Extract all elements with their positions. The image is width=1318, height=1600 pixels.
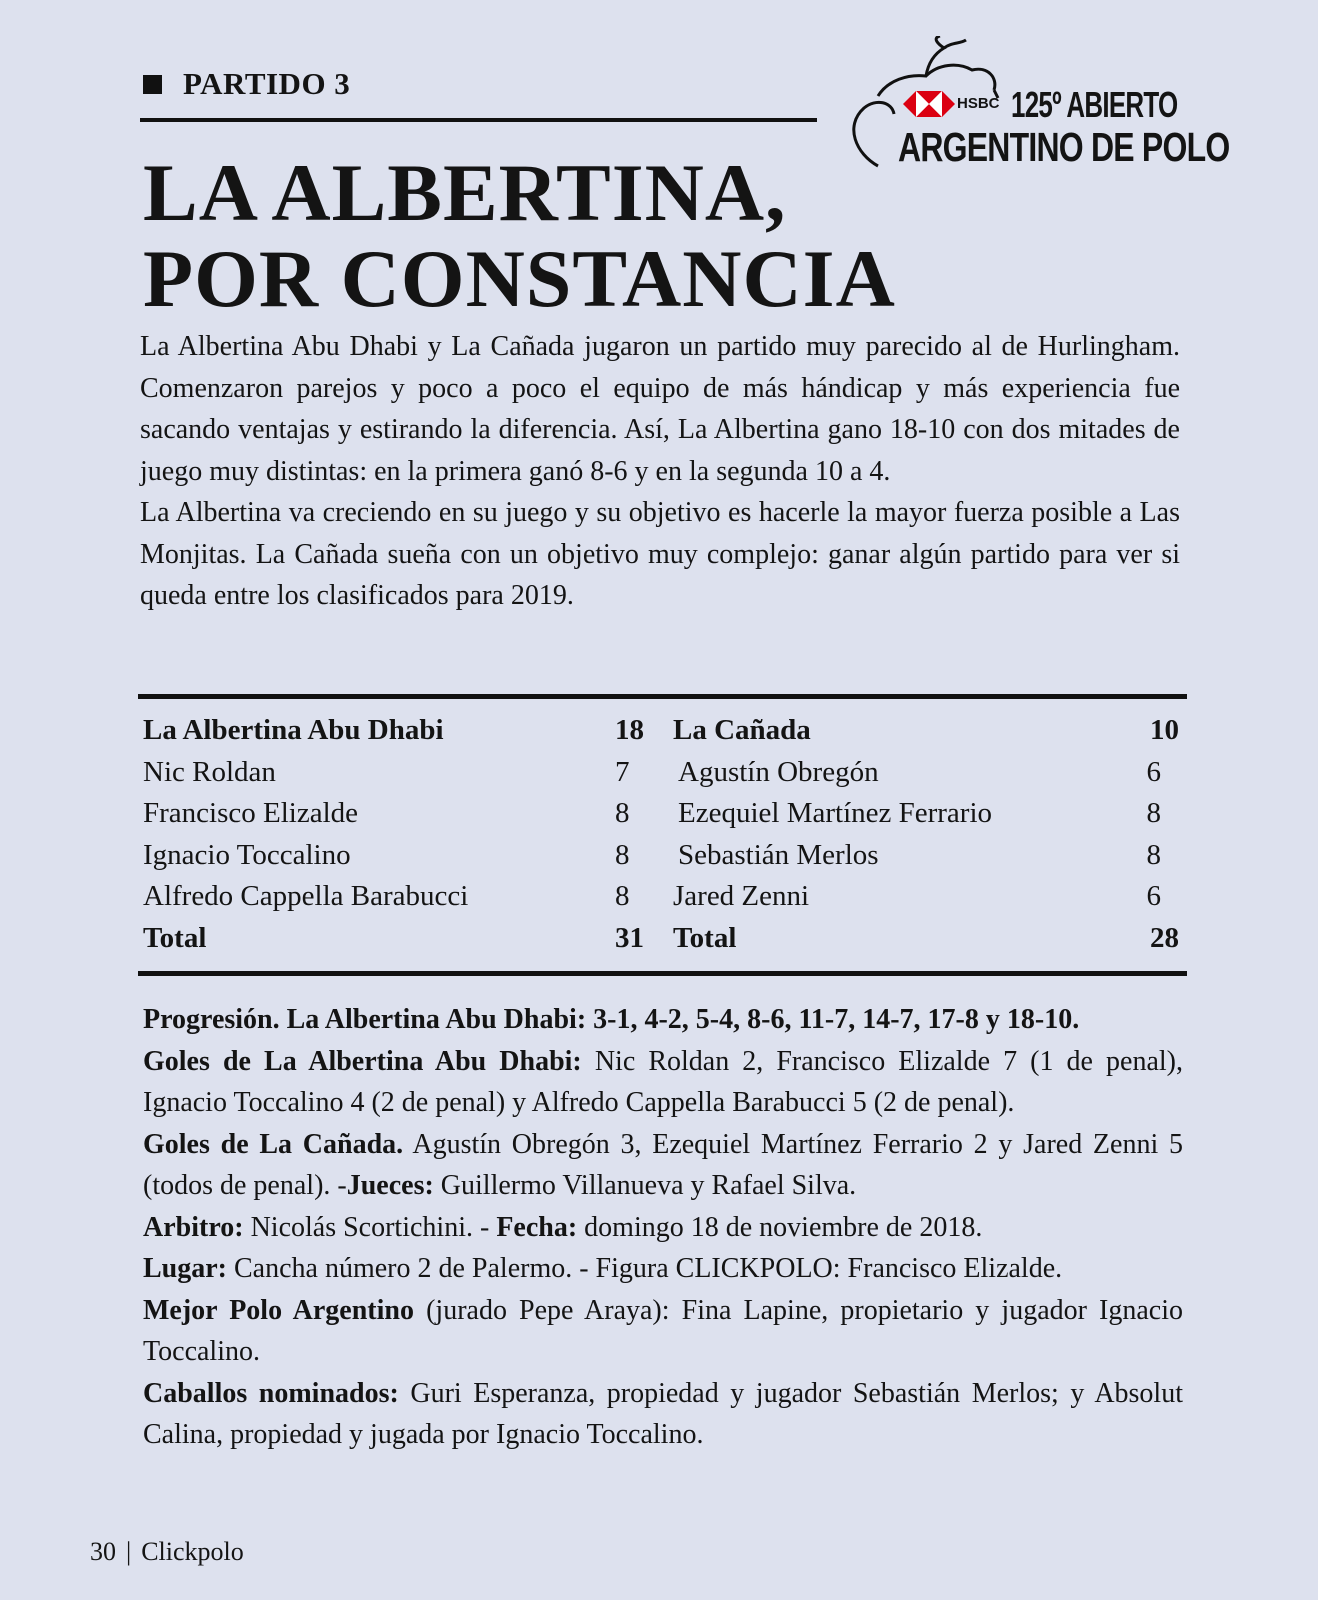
player-name: Nic Roldan: [143, 755, 276, 788]
section-label: [143, 66, 350, 102]
logo-line-2: ARGENTINO DE POLO: [898, 124, 1230, 170]
intro-paragraph-1: La Albertina Abu Dhabi y La Cañada jugaron un partido muy parecido al de Hurlingham. Comenzaron parejos y poco a poco el equipo de más hándicap y más experiencia fue sacando ventajas y estirando la diferencia. Así, La Albertina gano 18-10 con dos mitades de juego muy distintas: en la primera ganó 8-6 y en la segunda 10 a 4.: [140, 331, 1180, 487]
footer-separator: |: [126, 1537, 132, 1566]
table-bottom-divider: [138, 971, 1187, 976]
goles-right: [143, 1124, 1183, 1207]
top-divider: [140, 118, 817, 122]
mejor-label: Mejor Polo Argentino: [143, 1294, 414, 1326]
total-label: Total: [673, 921, 737, 954]
team-right-name: La Cañada: [673, 714, 811, 746]
total-value: 28: [1150, 921, 1179, 954]
total-value: 31: [615, 921, 644, 954]
caballos: [143, 1373, 1183, 1456]
team-right-score: 10: [1150, 714, 1179, 746]
player-handicap: 7: [615, 755, 630, 788]
player-name: Alfredo Cappella Barabucci: [143, 880, 469, 912]
fecha-text: domingo 18 de noviembre de 2018.: [577, 1211, 983, 1243]
jueces-text: Guillermo Villanueva y Rafael Silva.: [433, 1170, 857, 1201]
goles-left-label: Goles de La Albertina Abu Dhabi:: [143, 1045, 582, 1077]
page-number: 30: [90, 1537, 116, 1566]
caballos-text: Guri Esperanza, propiedad y jugador Sebastián Merlos; y Absolut Calina, propiedad y jugada por Ignacio Toccalino.: [143, 1377, 1183, 1450]
team-left-header: [143, 710, 643, 752]
progresion-label: Progresión. La Albertina Abu Dhabi:: [143, 1004, 587, 1035]
player-handicap: 8: [1146, 797, 1161, 829]
page-footer: [90, 1537, 244, 1567]
team-right: [673, 710, 1179, 959]
intro-paragraph-2: La Albertina va creciendo en su juego y su objetivo es hacerle la mayor fuerza posible a Las Monjitas. La Cañada sueña con un objetivo muy complejo: ganar algún partido para ver si queda entre los clasificados para 2019.: [140, 497, 1180, 611]
caballos-label: Caballos nominados:: [143, 1377, 399, 1409]
team-left-total: [143, 918, 643, 960]
player-name: Francisco Elizalde: [143, 797, 358, 829]
mejor-polo: [143, 1290, 1183, 1373]
hsbc-logo-icon: [903, 91, 955, 117]
sponsor-name: HSBC: [957, 95, 1000, 112]
mejor-text: (jurado Pepe Araya): Fina Lapine, propietario y jugador Ignacio Toccalino.: [143, 1294, 1184, 1367]
player-name: Ignacio Toccalino: [143, 838, 351, 871]
player-row: [673, 752, 1179, 794]
player-handicap: 6: [1146, 880, 1161, 912]
player-handicap: 6: [1146, 755, 1161, 788]
total-label: Total: [143, 921, 207, 954]
publication-name: Clickpolo: [141, 1537, 244, 1566]
lugar: [143, 1248, 1183, 1290]
headline-line-2: POR CONSTANCIA: [143, 233, 896, 324]
headline: [143, 147, 1183, 324]
player-row: [673, 793, 1179, 835]
player-row: [673, 835, 1179, 877]
player-name: Ezequiel Martínez Ferrario: [678, 797, 993, 829]
arbitro-text: Nicolás Scortichini. -: [243, 1211, 490, 1243]
player-row: [143, 835, 643, 877]
player-name: Sebastián Merlos: [678, 838, 879, 871]
progresion: [143, 999, 1183, 1041]
match-details: [143, 999, 1183, 1456]
section-square-icon: [143, 75, 162, 94]
player-handicap: 8: [1146, 838, 1161, 871]
team-left-score: 18: [615, 714, 644, 746]
lugar-text: Cancha número 2 de Palermo. - Figura CLICKPOLO: Francisco Elizalde.: [227, 1253, 1063, 1284]
goles-right-label: Goles de La Cañada.: [143, 1128, 404, 1160]
table-top-divider: [138, 694, 1187, 699]
team-left: [143, 710, 643, 959]
player-name: Jared Zenni: [673, 880, 810, 912]
player-handicap: 8: [615, 838, 630, 871]
player-handicap: 8: [615, 797, 630, 829]
headline-line-1: LA ALBERTINA,: [143, 147, 787, 238]
player-handicap: 8: [615, 880, 630, 912]
arbitro-fecha: [143, 1207, 1183, 1249]
player-row: [143, 752, 643, 794]
goles-left-text: Nic Roldan 2, Francisco Elizalde 7 (1 de penal), Ignacio Toccalino 4 (2 de penal) y Alfredo Cappella Barabucci 5 (2 de penal).: [143, 1045, 1183, 1118]
player-row: [143, 793, 643, 835]
logo-line-1: 125º ABIERTO: [1011, 84, 1178, 125]
arbitro-label: Arbitro:: [143, 1211, 244, 1243]
intro-text: [140, 326, 1180, 617]
team-left-name: La Albertina Abu Dhabi: [143, 714, 444, 746]
player-row: [673, 876, 1179, 918]
goles-right-text: Agustín Obregón 3, Ezequiel Martínez Ferrario 2 y Jared Zenni 5 (todos de penal). -: [143, 1128, 1183, 1201]
team-right-total: [673, 918, 1179, 960]
lugar-label: Lugar:: [143, 1253, 227, 1284]
player-row: [143, 876, 643, 918]
section-label-text: PARTIDO 3: [183, 66, 351, 101]
progresion-text: 3-1, 4-2, 5-4, 8-6, 11-7, 14-7, 17-8 y 18-10.: [586, 1004, 1080, 1035]
jueces-label: Jueces:: [346, 1170, 434, 1201]
player-name: Agustín Obregón: [678, 755, 879, 788]
goles-left: [143, 1041, 1183, 1124]
fecha-label: Fecha:: [489, 1211, 578, 1243]
team-right-header: [673, 710, 1179, 752]
